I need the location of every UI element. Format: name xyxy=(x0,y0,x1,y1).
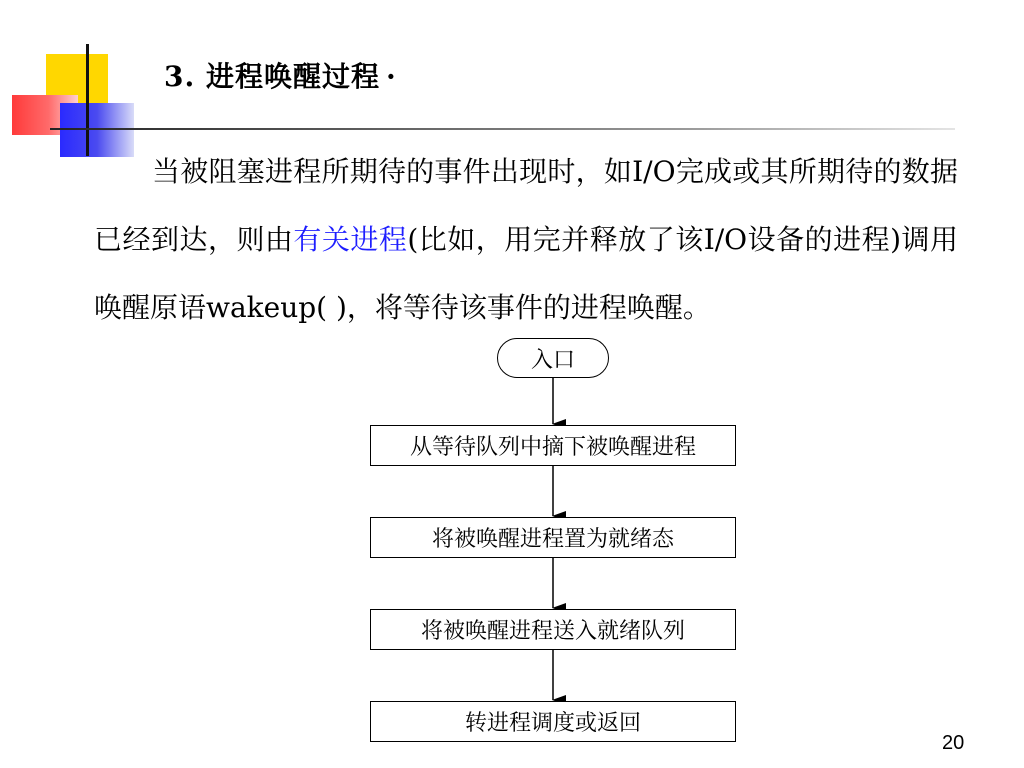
title-bullet: · xyxy=(385,60,397,93)
body-text-part1: 当被阻塞进程所期待的事件出现时，如I/O完成或其所期待的数据已经到达，则由 xyxy=(94,155,958,256)
body-highlight: 有关进程 xyxy=(293,223,408,256)
page-number: 20 xyxy=(942,732,965,754)
flow-step-schedule-return: 转进程调度或返回 xyxy=(370,701,736,742)
flow-step-set-ready: 将被唤醒进程置为就绪态 xyxy=(370,517,736,558)
flow-step-enqueue-ready: 将被唤醒进程送入就绪队列 xyxy=(370,609,736,650)
body-text-part2: (比如，用完并释放了该I/O设备的进程)调用唤醒原语wakeup( )，将等待该事件的进程唤醒。 xyxy=(94,223,958,324)
flow-step-dequeue: 从等待队列中摘下被唤醒进程 xyxy=(370,425,736,466)
flow-entry-node: 入口 xyxy=(497,338,609,378)
slide-title-text: 3. 进程唤醒过程 xyxy=(164,60,380,93)
